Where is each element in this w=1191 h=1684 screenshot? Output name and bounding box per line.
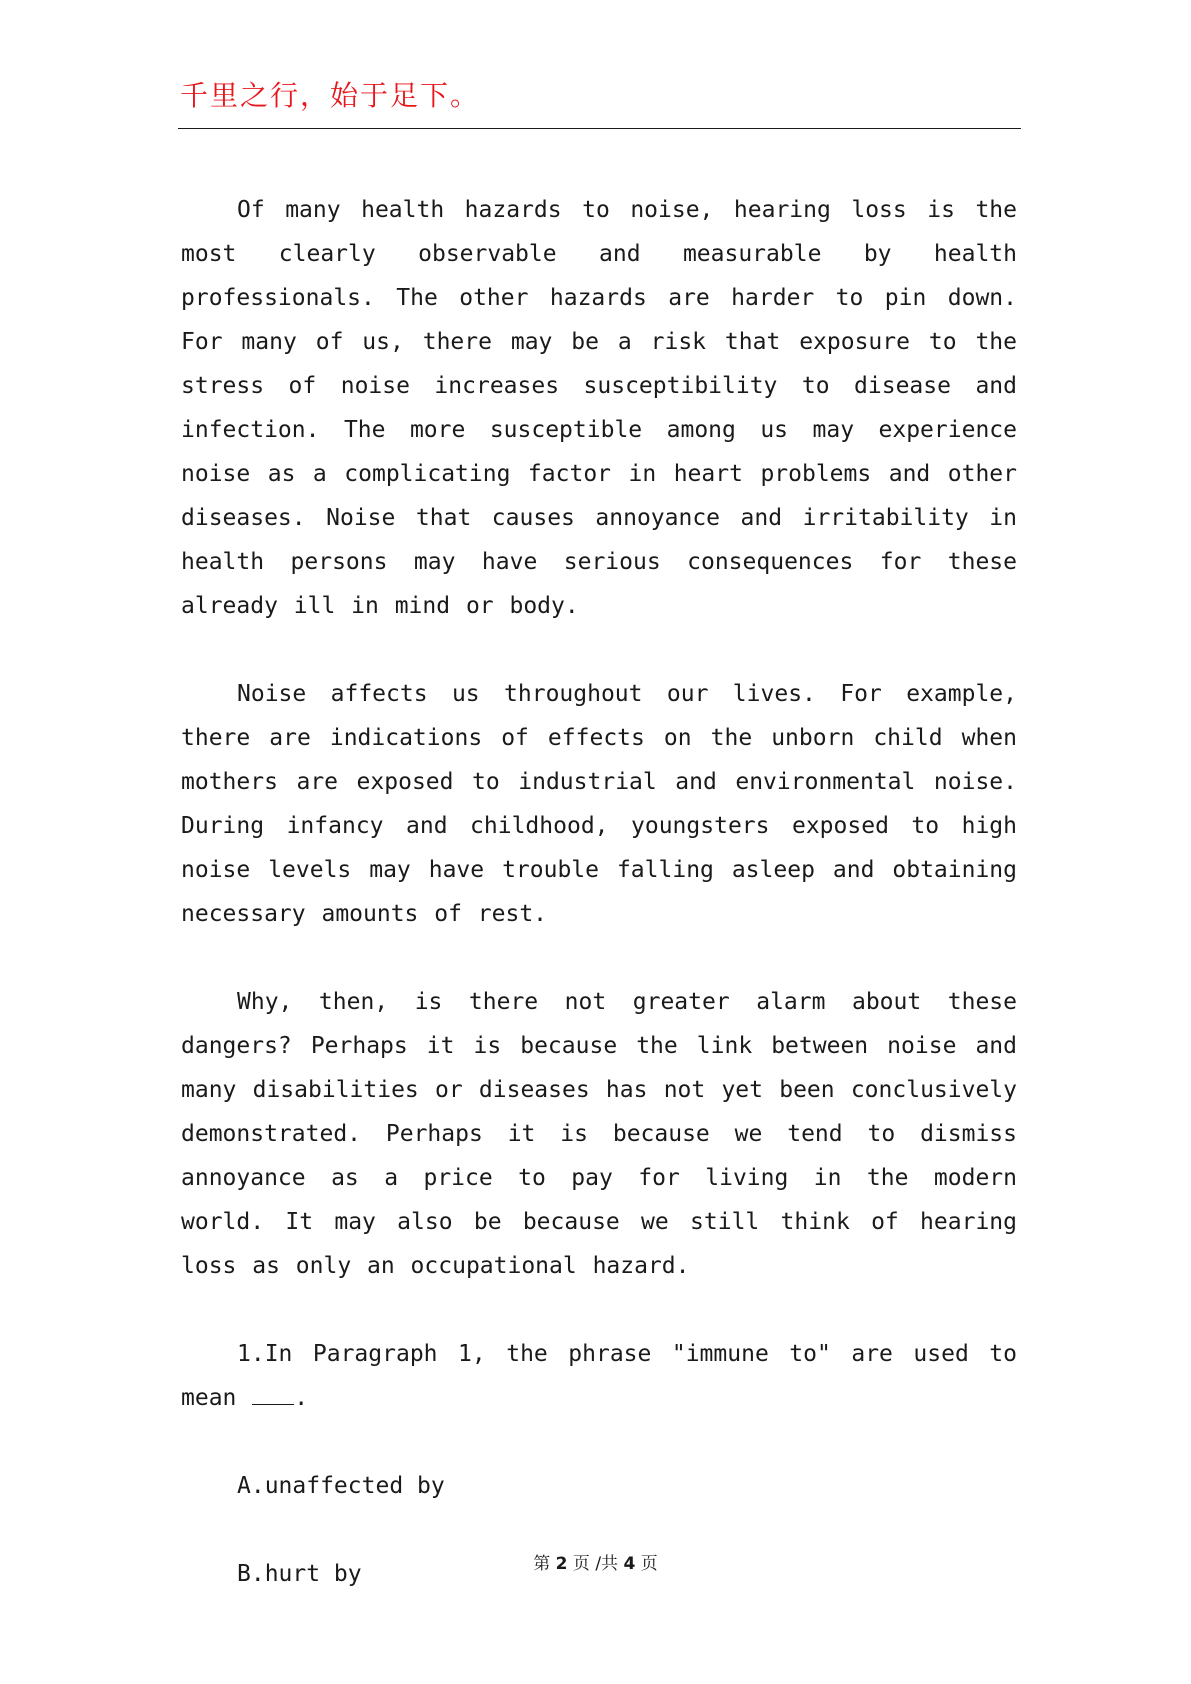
paragraph-2: Noise affects us throughout our lives. For example, there are indications of effects on the unborn child when mothers are exposed to industrial and environmental noise. During infancy and childhood, youngsters exposed to high noise levels may have trouble falling asleep and obtaining necessary amounts of rest. — [181, 681, 1017, 927]
option-a: A.unaffected by — [237, 1473, 445, 1499]
paragraph-3: Why, then, is there not greater alarm about these dangers? Perhaps it is because the link between noise and many disabilities or diseases has not yet been conclusively demonstrated. Perhaps it is because we tend to dismiss annoyance as a price to pay for living in the modern world. It may also be because we still think of hearing loss as only an occupational hazard. — [181, 989, 1017, 1279]
footer-prefix: 第 — [533, 1554, 551, 1574]
answer-blank — [252, 1386, 294, 1405]
footer-page-number: 2 — [555, 1554, 568, 1574]
page-footer — [0, 1549, 1191, 1574]
footer-middle: 页 /共 — [572, 1554, 619, 1574]
paragraph-1: Of many health hazards to noise, hearing loss is the most clearly observable and measurable by health professionals. The other hazards are harder to pin down. For many of us, there may be a risk that exposure to the stress of noise increases susceptibility to disease and infection. The more susceptible among us may experience noise as a complicating factor in heart problems and other diseases. Noise that causes annoyance and irritability in health persons may have serious consequences for these already ill in mind or body. — [181, 197, 1017, 619]
document-body — [181, 188, 1017, 1640]
option-b: B.hurt by — [237, 1561, 362, 1587]
question-1-text: 1.In Paragraph 1, the phrase "immune to" are used to mean — [181, 1341, 1017, 1411]
header-divider — [178, 128, 1021, 129]
page-header-title: 千里之行，始于足下。 — [180, 79, 481, 112]
question-1 — [181, 1332, 1017, 1420]
question-1-end: . — [294, 1385, 309, 1411]
footer-total-pages: 4 — [623, 1554, 636, 1574]
footer-suffix: 页 — [640, 1554, 658, 1574]
